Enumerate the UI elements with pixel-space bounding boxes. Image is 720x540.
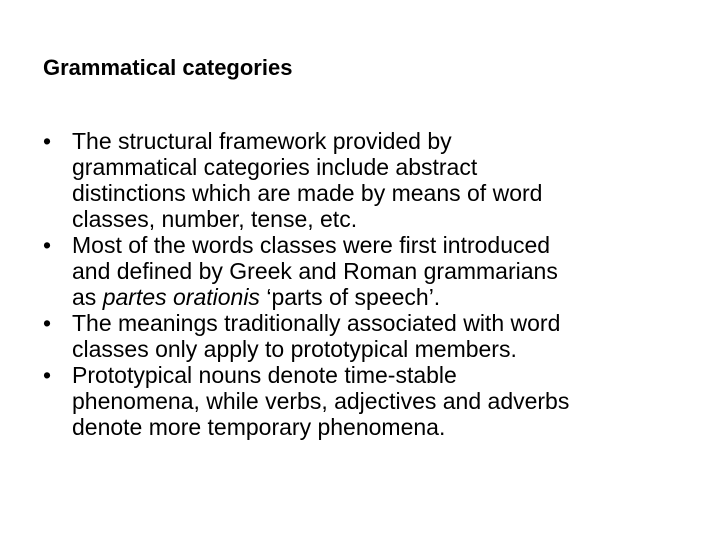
bullet-1-line-1: The structural framework provided by bbox=[72, 128, 452, 154]
bullet-2-line-3 bbox=[72, 284, 693, 310]
slide-title: Grammatical categories bbox=[43, 55, 293, 80]
bullet-2-line-3-prefix: as bbox=[72, 284, 103, 310]
bullet-4-line-3: denote more temporary phenomena. bbox=[72, 414, 446, 440]
bullet-item-3 bbox=[43, 310, 693, 362]
bullet-icon: • bbox=[43, 128, 52, 154]
bullet-1-line-3: distinctions which are made by means of word bbox=[72, 180, 543, 206]
bullet-3-line-2: classes only apply to prototypical members. bbox=[72, 336, 517, 362]
bullet-item-4 bbox=[43, 362, 693, 440]
latin-term: partes orationis bbox=[102, 284, 260, 310]
bullet-item-1 bbox=[43, 128, 693, 232]
bullet-2-line-1: Most of the words classes were first introduced bbox=[72, 232, 551, 258]
bullet-2-line-2: and defined by Greek and Roman grammarians bbox=[72, 258, 558, 284]
bullet-2-line-3-suffix: ‘parts of speech’. bbox=[259, 284, 441, 310]
bullet-1-line-4: classes, number, tense, etc. bbox=[72, 206, 358, 232]
bullet-icon: • bbox=[43, 310, 52, 336]
bullet-list bbox=[43, 128, 693, 440]
bullet-item-2 bbox=[43, 232, 693, 310]
bullet-icon: • bbox=[43, 362, 52, 388]
bullet-4-line-1: Prototypical nouns denote time-stable bbox=[72, 362, 457, 388]
bullet-4-line-2: phenomena, while verbs, adjectives and adverbs bbox=[72, 388, 570, 414]
bullet-icon: • bbox=[43, 232, 52, 258]
bullet-1-line-2: grammatical categories include abstract bbox=[72, 154, 478, 180]
bullet-3-line-1: The meanings traditionally associated with word bbox=[72, 310, 561, 336]
